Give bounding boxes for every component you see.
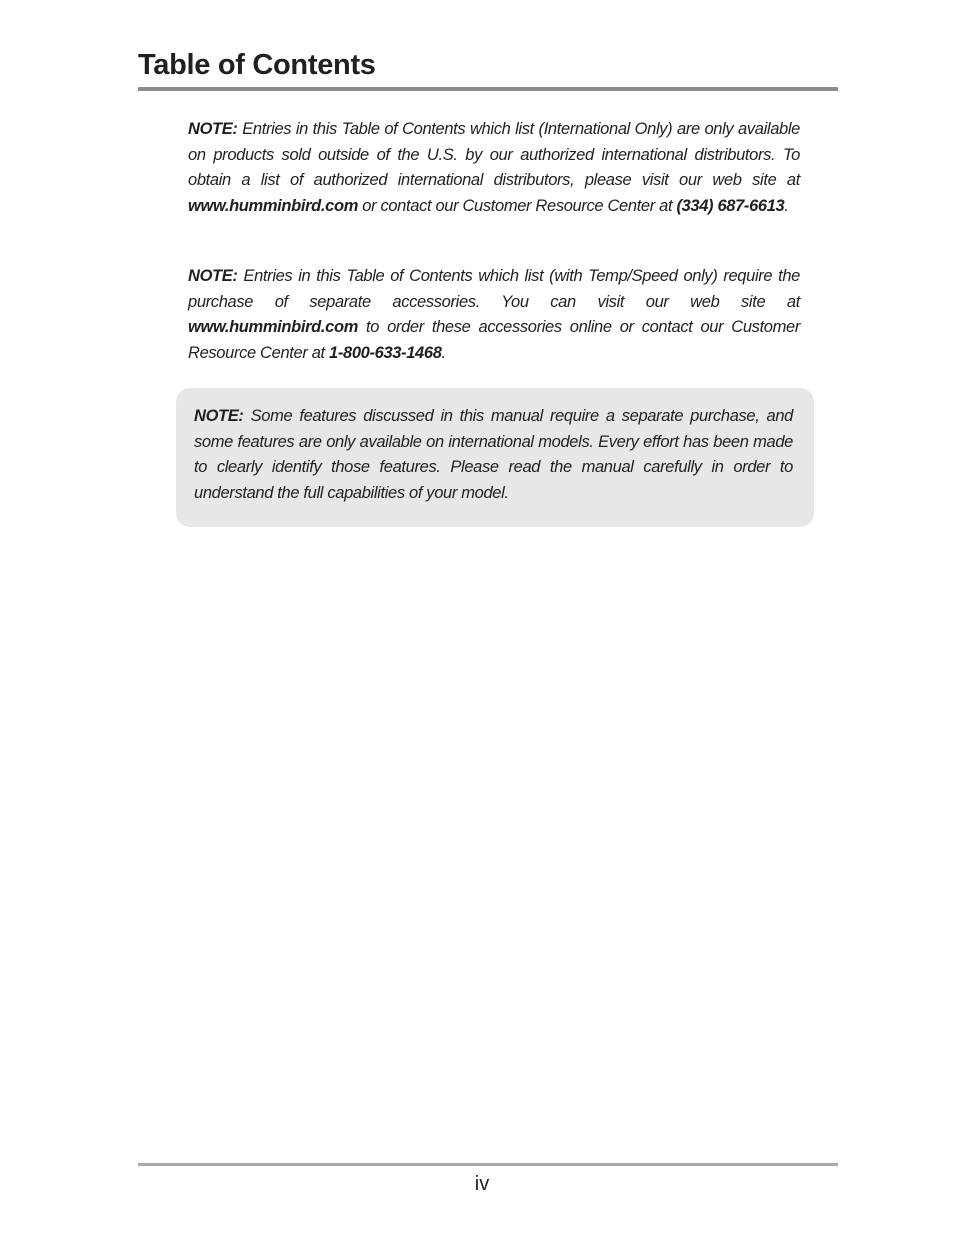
note-label: NOTE:	[194, 407, 244, 425]
website-link[interactable]: www.humminbird.com	[188, 318, 359, 336]
note-label: NOTE:	[188, 267, 238, 285]
page-number: iv	[474, 1173, 490, 1195]
note-label: NOTE:	[188, 120, 238, 138]
accessories-note	[188, 264, 800, 366]
website-link[interactable]: www.humminbird.com	[188, 196, 359, 215]
note-text: Entries in this Table of Contents which list (with Temp/Speed only) require the purchase of separate accessories. You can visit our web site at	[188, 267, 800, 311]
page-title: Table of Contents	[138, 49, 376, 81]
phone-number: (334) 687-6613	[676, 196, 785, 215]
note-text: Some features discussed in this manual require a separate purchase, and some features are only available on international models. Every effort has been made to clearly identify those features. Please read the manual carefully in order to understand the full capabilities of your model.	[194, 407, 793, 502]
features-note	[194, 404, 793, 506]
note-text: to order these accessories online or contact our Customer Resource Center at	[188, 318, 800, 362]
phone-number: 1-800-633-1468	[329, 343, 442, 362]
international-note	[188, 117, 800, 219]
note-text: .	[441, 343, 446, 362]
header-divider	[138, 87, 838, 91]
footer-divider	[138, 1163, 838, 1166]
note-text: Entries in this Table of Contents which list (International Only) are only available on products sold outside of the U.S. by our authorized international distributors. To obtain a list of authorized international distributors, please visit our web site at	[188, 120, 800, 189]
note-text: or contact our Customer Resource Center at	[358, 196, 677, 215]
note-text: .	[784, 196, 789, 215]
